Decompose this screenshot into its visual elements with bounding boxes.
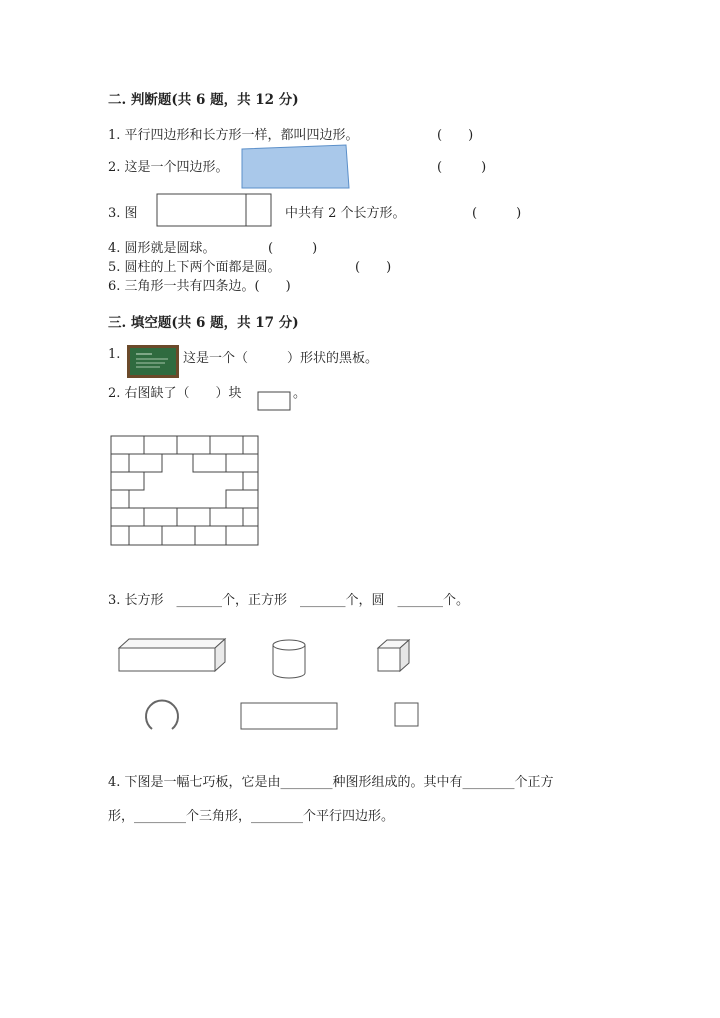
question-3-2-text: 2. 右图缺了（ ）块: [108, 386, 242, 401]
question-2-5-text: 5. 圆柱的上下两个面都是圆。: [108, 260, 281, 275]
question-2-4-text: 4. 圆形就是圆球。: [108, 241, 216, 256]
question-3-4-line2: 形，________个三角形，________个平行四边形。: [108, 809, 395, 824]
question-2-3-suffix: 中共有 2 个长方形。: [285, 206, 406, 221]
question-3-1-prefix: 1.: [108, 347, 121, 362]
section-title-fill-blank: 三. 填空题(共 6 题，共 17 分): [108, 315, 299, 331]
section-title-judgement: 二. 判断题(共 6 题，共 12 分): [108, 92, 299, 108]
question-3-4-line1: 4. 下图是一幅七巧板，它是由________种图形组成的。其中有________个正方: [108, 775, 554, 790]
question-2-1-text: 1. 平行四边形和长方形一样，都叫四边形。: [108, 128, 359, 143]
question-3-2-suffix: 。: [293, 386, 307, 401]
question-2-3-prefix: 3. 图: [108, 206, 138, 221]
answer-paren-2-2[interactable]: ( ): [437, 160, 487, 175]
answer-paren-2-4[interactable]: ( ): [268, 241, 318, 256]
question-3-1-text: 这是一个（ ）形状的黑板。: [183, 351, 379, 366]
question-2-6-text: 6. 三角形一共有四条边。( ): [108, 279, 291, 294]
answer-paren-2-5[interactable]: ( ): [355, 260, 392, 275]
answer-paren-2-3[interactable]: ( ): [472, 206, 522, 221]
answer-paren-2-1[interactable]: ( ): [437, 128, 474, 143]
question-2-2-text: 2. 这是一个四边形。: [108, 160, 229, 175]
question-3-3-text: 3. 长方形 _______个，正方形 _______个，圆 _______个。: [108, 593, 470, 608]
